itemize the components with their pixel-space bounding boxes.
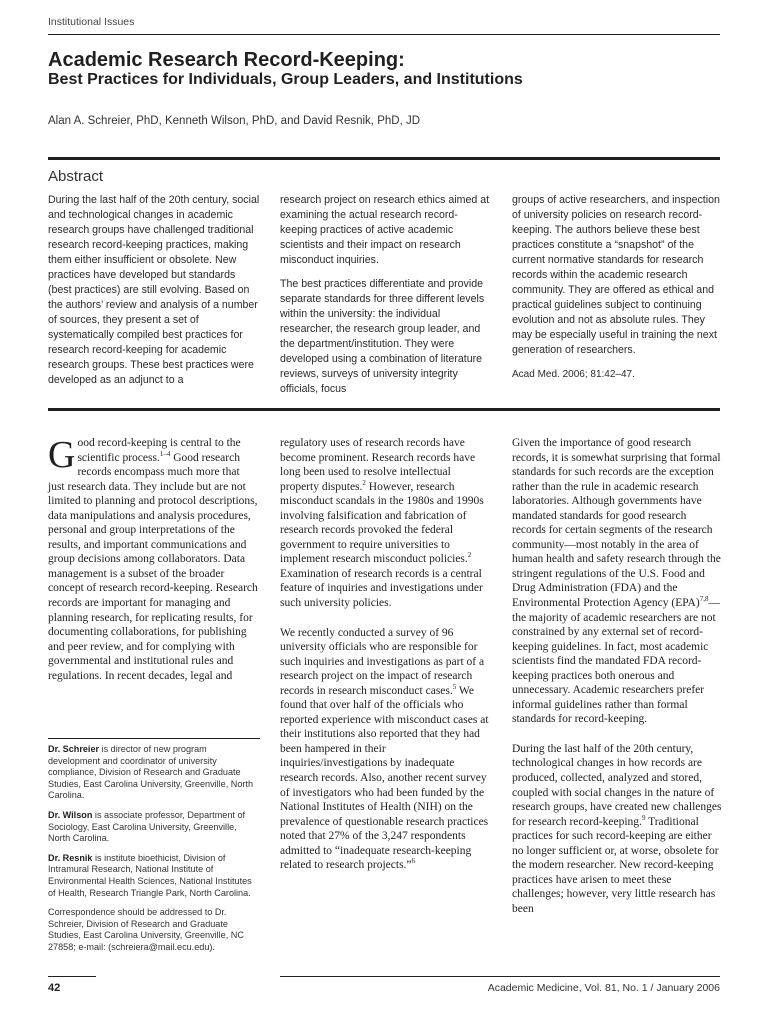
body-text: ood record-keeping is central to the scientific process. [77, 437, 241, 464]
journal-info: Academic Medicine, Vol. 81, No. 1 / January 2006 [487, 982, 720, 994]
correspondence-note: Correspondence should be addressed to Dr. Schreier, Division of Research and Graduate Studies, East Carolina University, Greenville, NC 27858; e-mail: (schreiera@mail.ecu.edu). [48, 907, 244, 952]
body-text: —the majority of academic researchers are not constrained by any external set of record-keeping guidelines. In fact, most academic scientists find the mandated FDA record-keeping practices both onerous and unnecessary. Academic researchers prefer informal guidelines rather than formal standards for record-keeping. [512, 597, 720, 726]
body-text: Traditional practices for such record-keeping are either no longer sufficient or, at worse, obsolete for the modern researcher. New record-keeping practices have arisen to meet these challenges; however, very little research has been [512, 815, 719, 915]
body-text: During the last half of the 20th century, technological changes in how records are produced, collected, analyzed and stored, coupled with social changes in the nature of research groups, have created new challenges for research record-keeping. [512, 742, 722, 828]
abstract-top-rule [48, 157, 720, 160]
article-title: Academic Research Record-Keeping: [48, 49, 405, 71]
body-column-1 [48, 436, 258, 698]
abstract-paragraph: During the last half of the 20th century, social and technological changes in academic research groups have challenged traditional research record-keeping practices, making them either insufficient or obsolete. New practices have developed but standards (best practices) are still evolving. Based on the authors’ review and analysis of a number of sources, they present a set of systematically compiled best practices for research record-keeping for academic research groups. These best practices were developed as an adjunct to a [48, 194, 260, 386]
reference-marker: 1–4 [159, 449, 171, 458]
reference-marker: 5 [452, 682, 457, 691]
reference-marker: 2 [362, 478, 366, 487]
bio-text: is institute bioethicist, Division of Intramural Research, National Institute of Environmental Health Sciences, National Institutes of Health, Research Triangle Park, North Carolina. [48, 852, 252, 898]
article-subtitle: Best Practices for Individuals, Group Leaders, and Institutions [48, 71, 523, 88]
body-text: Given the importance of good research records, it is somewhat surprising that formal standards for such records are the exception rather than the rule in academic research laboratories. Although governments have mandated standards for good research records for certain segments of the research community—most notably in the area of human health and safety research through the stringent regulations of the U.S. Food and Drug Administration (FDA) and the Environmental Protection Agency (EPA) [512, 437, 721, 610]
reference-marker: 7,8 [699, 595, 709, 604]
reference-marker: 2 [467, 551, 472, 560]
body-paragraph [280, 626, 490, 873]
bio-rule [48, 738, 260, 739]
body-paragraph [280, 436, 490, 611]
body-text: We recently conducted a survey of 96 university officials who are responsible for such inquiries and investigations as part of a research project on the impact of research records in research misconduct cases. [280, 626, 485, 697]
bio-text: is director of new program development and coordinator of university compliance, Division of Research and Graduate Studies, East Carolina University, Greenville, North Carolina. [48, 744, 254, 801]
body-column-3 [512, 436, 722, 932]
abstract-column-1 [48, 193, 260, 397]
section-label: Institutional Issues [48, 16, 135, 28]
body-paragraph [512, 742, 722, 917]
bio-author-name: Dr. Resnik [48, 852, 93, 863]
footer-rule-right [280, 976, 720, 977]
header-rule [48, 34, 720, 35]
body-paragraph [48, 436, 258, 683]
author-bio [48, 853, 260, 899]
abstract-column-2 [280, 193, 490, 406]
abstract-paragraph: groups of active researchers, and inspection of university policies on research record-keeping. The authors believe these best practices constitute a “snapshot” of the current normative standards for research records within the academic research community. They are offered as ethical and practical guidelines subject to continuing evolution and not as absolute rules. They may be especially useful in training the next generation of researchers. [512, 194, 720, 356]
drop-cap: G [48, 434, 76, 476]
abstract-column-3 [512, 193, 722, 391]
author-bio [48, 744, 260, 802]
reference-marker: 6 [411, 857, 416, 866]
bio-author-name: Dr. Schreier [48, 744, 100, 754]
abstract-citation: Acad Med. 2006; 81:42–47. [512, 369, 635, 380]
author-bio [48, 810, 260, 845]
reference-marker: 9 [641, 813, 646, 822]
body-column-2 [280, 436, 490, 888]
body-text: Examination of research records is a central feature of inquiries and investigations under such university policies. [280, 567, 483, 610]
author-list: Alan A. Schreier, PhD, Kenneth Wilson, PhD, and David Resnik, PhD, JD [48, 115, 421, 127]
abstract-bottom-rule [48, 408, 720, 411]
body-text: regulatory uses of research records have become prominent. Research records have long been used to resolve intellectual property disputes. [280, 437, 476, 493]
page-number: 42 [48, 982, 61, 994]
abstract-paragraph: The best practices differentiate and provide separate standards for three different levels within the university: the individual researcher, the research group leader, and the department/institution. They were developed using a combination of literature reviews, surveys of university integrity officials, focus [280, 278, 485, 395]
author-bio-box [48, 744, 260, 962]
abstract-heading: Abstract [48, 168, 104, 185]
footer-rule-left [48, 976, 96, 977]
body-text: However, research misconduct scandals in the 1980s and 1990s involving falsification and fabrication of research records provoked the federal government to require universities to implement research misconduct policies. [280, 480, 484, 566]
bio-author-name: Dr. Wilson [48, 809, 93, 820]
bio-text: is associate professor, Department of Sociology, East Carolina University, Greenville, North Carolina. [48, 809, 246, 844]
body-text: We found that over half of the officials who reported experience with misconduct cases at their institutions also reported that they had been hampered in their inquiries/investigations by inadequate research records. Also, another recent survey of investigators who had been funded by the National Institutes of Health (NIH) on the prevalence of questionable research practices noted that 27% of the 3,247 respondents admitted to “inadequate research-keeping related to research projects.” [280, 684, 489, 872]
abstract-paragraph: research project on research ethics aimed at examining the actual research record-keeping practices of active academic scientists and their impact on research misconduct inquiries. [280, 194, 490, 266]
body-text: Good research records encompass much more that just research data. They include but are not limited to planning and protocol descriptions, data manipulations and analysis procedures, personal and group interpretations of the results, and important communications and group decisions among collaborators. Data management is a subset of the broader concept of research record-keeping. Research records are important for managing and planning research, for replicating results, for documenting collaborations, for publishing and peer review, and for complying with governmental and institutional rules and regulations. In recent decades, legal and [48, 451, 258, 682]
body-paragraph [512, 436, 722, 727]
